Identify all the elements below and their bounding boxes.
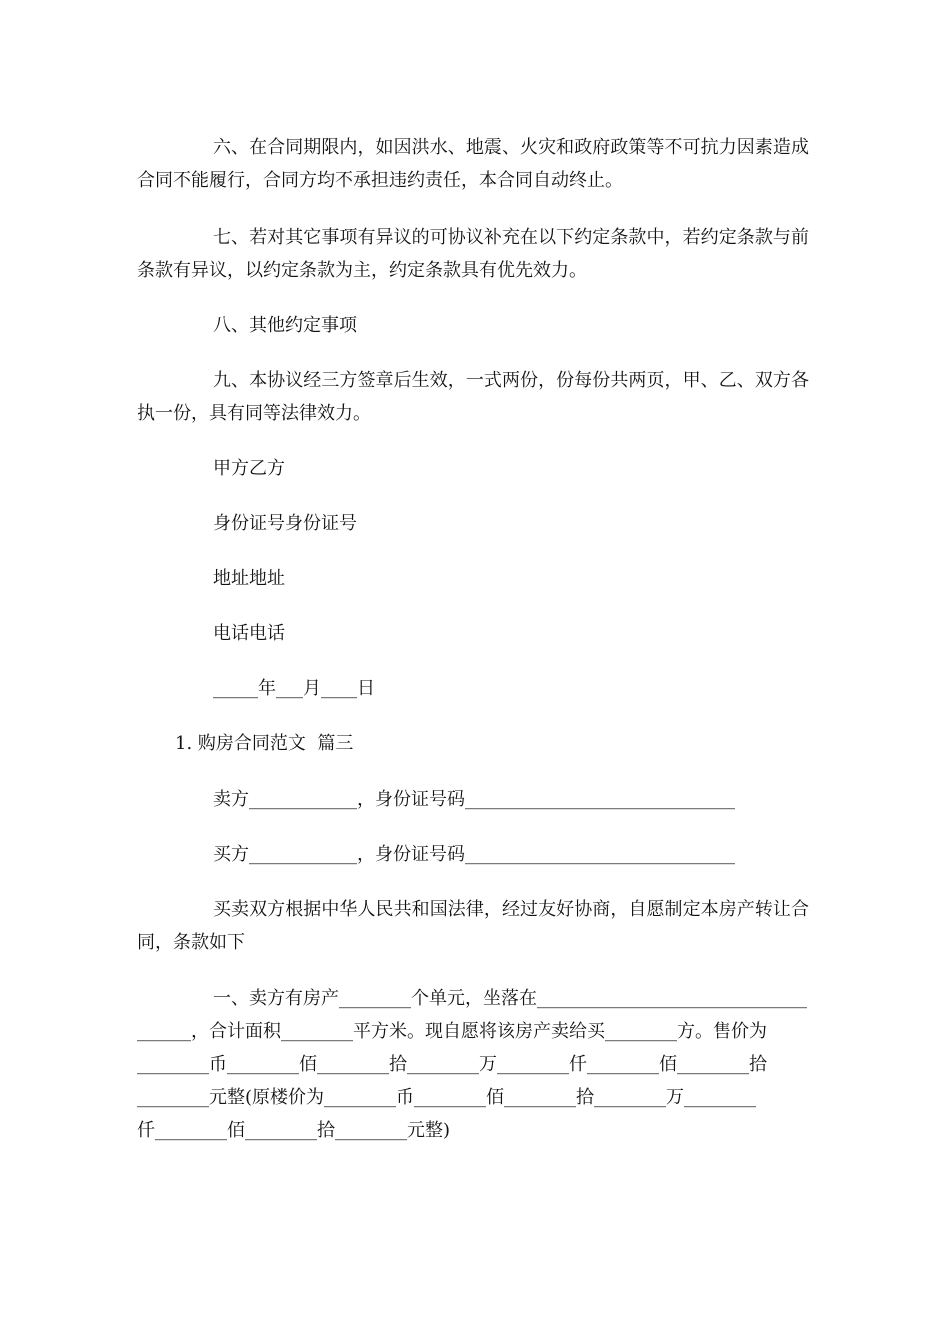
- signature-id-line: 身份证号身份证号: [213, 513, 357, 534]
- clause-one-line-2: ______，合计面积________平方米。现自愿将该房产卖给买________方。售价为: [137, 1021, 767, 1042]
- clause-one-line-5: 仟________佰________拾________元整): [137, 1120, 451, 1141]
- signature-address-line: 地址地址: [213, 568, 285, 589]
- seller-line: 卖方____________，身份证号码______________________________: [213, 789, 735, 810]
- clause-one-line-1: 一、卖方有房产________个单元，坐落在______________________________: [213, 988, 807, 1009]
- contract-intro-paragraph: 买卖双方根据中华人民共和国法律，经过友好协商，自愿制定本房产转让合同，条款如下: [137, 899, 809, 953]
- clause-seven-paragraph: 七、若对其它事项有异议的可协议补充在以下约定条款中，若约定条款与前条款有异议，以约定条款为主，约定条款具有优先效力。: [137, 227, 809, 281]
- clause-six-paragraph: 六、在合同期限内，如因洪水、地震、火灾和政府政策等不可抗力因素造成合同不能履行，合同方均不承担违约责任，本合同自动终止。: [137, 137, 809, 191]
- signature-parties-line: 甲方乙方: [213, 458, 285, 479]
- clause-eight-paragraph: 八、其他约定事项: [213, 315, 357, 336]
- clause-nine-paragraph: 九、本协议经三方签章后生效，一式两份，份每份共两页，甲、乙、双方各执一份，具有同等法律效力。: [137, 370, 809, 424]
- clause-one-line-4: ________元整(原楼价为________币________佰________拾________万________: [137, 1087, 757, 1108]
- clause-one-line-3: ________币________佰________拾________万________仟________佰________拾: [137, 1054, 767, 1075]
- signature-phone-line: 电话电话: [213, 623, 285, 644]
- buyer-line: 买方____________，身份证号码______________________________: [213, 844, 735, 865]
- section-heading: 1. 购房合同范文 篇三: [175, 733, 354, 754]
- signature-date-line: _____年___月____日: [213, 678, 375, 699]
